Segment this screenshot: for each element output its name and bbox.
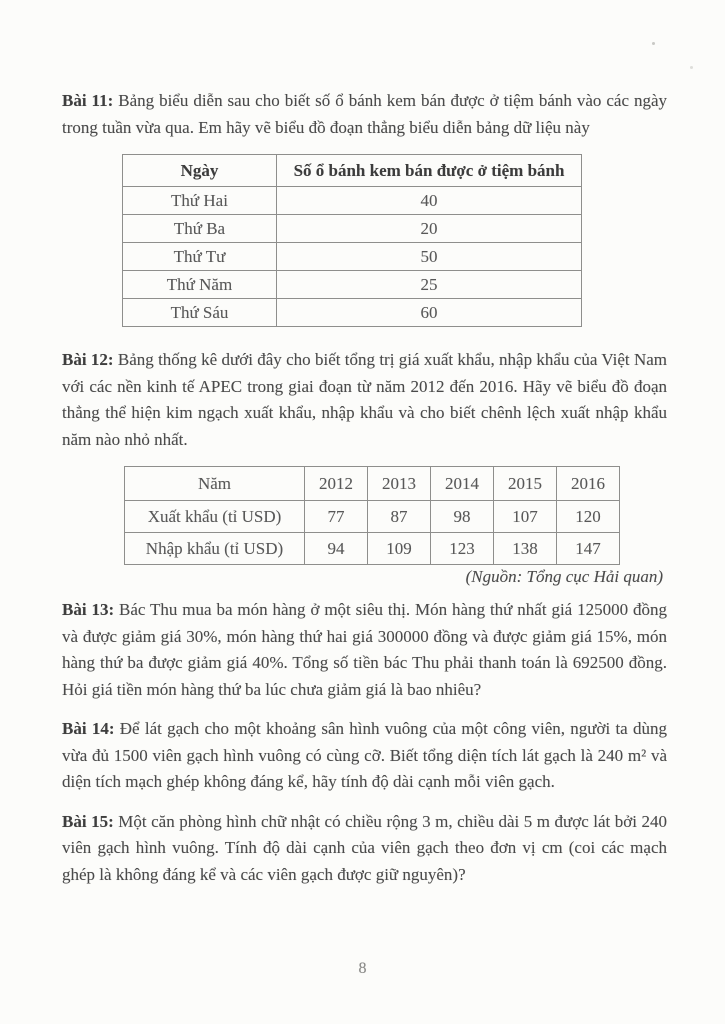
table-row — [123, 271, 582, 299]
exercise-bai-15-text: Một căn phòng hình chữ nhật có chiều rộng 3 m, chiều dài 5 m được lát bởi 240 viên gạch hình vuông. Tính độ dài cạnh của viên gạch theo đơn vị cm (coi các mạch ghép là không đáng kể và các viên gạch được giữ nguyên)? — [62, 811, 668, 884]
column-header-2016: 2016 — [557, 467, 620, 501]
table-row-exports — [125, 501, 620, 533]
source-note: (Nguồn: Tổng cục Hải quan) — [465, 567, 663, 587]
exercise-bai-12 — [62, 347, 667, 453]
table-cell-day: Thứ Tư — [123, 243, 277, 271]
table-cell-value: 40 — [277, 187, 582, 215]
column-header-day: Ngày — [123, 155, 277, 187]
exercise-bai-14-label: Bài 14: — [62, 719, 115, 739]
table-cell-value: 94 — [305, 533, 368, 565]
table-cell-value: 147 — [557, 533, 620, 565]
exercise-bai-11-label: Bài 11: — [62, 91, 114, 110]
table-header-row — [125, 467, 620, 501]
column-header-cakes-sold: Số ổ bánh kem bán được ở tiệm bánh — [277, 155, 582, 187]
cake-sales-table — [122, 154, 582, 327]
table-row-imports — [125, 533, 620, 565]
table-cell-value: 25 — [277, 271, 582, 299]
table-cell-value: 77 — [305, 501, 368, 533]
table-cell-value: 123 — [431, 533, 494, 565]
table-cell-value: 138 — [494, 533, 557, 565]
exercise-bai-11-text: Bảng biểu diễn sau cho biết số ổ bánh kem bán được ở tiệm bánh vào các ngày trong tuần vừa qua. Em hãy vẽ biểu đồ đoạn thẳng biểu diễn bảng dữ liệu này — [62, 91, 667, 137]
table-cell-day: Thứ Hai — [123, 187, 277, 215]
table-cell-value: 50 — [277, 243, 582, 271]
column-header-2015: 2015 — [494, 467, 557, 501]
table-cell-day: Thứ Sáu — [123, 299, 277, 327]
column-header-2014: 2014 — [431, 467, 494, 501]
table-cell-value: 60 — [277, 299, 582, 327]
table-cell-label: Nhập khẩu (tỉ USD) — [125, 533, 305, 565]
scan-artifact — [652, 42, 655, 45]
column-header-year: Năm — [125, 467, 305, 501]
page-number: 8 — [358, 960, 367, 977]
table-cell-day: Thứ Năm — [123, 271, 277, 299]
table-cell-value: 107 — [494, 501, 557, 533]
exercise-bai-12-label: Bài 12: — [62, 350, 114, 370]
scan-artifact — [690, 66, 693, 69]
table-cell-label: Xuất khẩu (tỉ USD) — [125, 501, 305, 533]
exercise-bai-15 — [62, 809, 667, 889]
trade-table — [124, 466, 620, 565]
column-header-2013: 2013 — [368, 467, 431, 501]
table-cell-value: 20 — [277, 215, 582, 243]
table-row — [123, 215, 582, 243]
column-header-2012: 2012 — [305, 467, 368, 501]
table-row — [123, 187, 582, 215]
exercise-bai-13-text: Bác Thu mua ba món hàng ở một siêu thị. Món hàng thứ nhất giá 125000 đồng và được giảm giá 30%, món hàng thứ hai giá 300000 đồng và được giảm giá 15%, món hàng thứ ba được giảm giá 40%. Tổng số tiền bác Thu phải thanh toán là 692500 đồng. Hỏi giá tiền món hàng thứ ba lúc chưa giảm giá là bao nhiêu? — [62, 600, 667, 699]
exercise-bai-14 — [62, 716, 667, 796]
table-cell-value: 120 — [557, 501, 620, 533]
table-cell-value: 98 — [431, 501, 494, 533]
exercise-bai-13 — [62, 597, 667, 703]
exercise-bai-11 — [62, 88, 667, 141]
table-cell-value: 87 — [368, 501, 431, 533]
exercise-bai-14-text: Để lát gạch cho một khoảng sân hình vuông của một công viên, người ta dùng vừa đủ 1500 viên gạch hình vuông có cùng cỡ. Biết tổng diện tích lát gạch là 240 m² và diện tích mạch ghép không đáng kể, hãy tính độ dài cạnh mỗi viên gạch. — [62, 719, 667, 792]
exercise-bai-13-label: Bài 13: — [62, 600, 115, 620]
exercise-bai-12-text: Bảng thống kê dưới đây cho biết tổng trị giá xuất khẩu, nhập khẩu của Việt Nam với các nền kinh tế APEC trong giai đoạn từ năm 2012 đến 2016. Hãy vẽ biểu đồ đoạn thẳng thể hiện kim ngạch xuất khẩu, nhập khẩu và cho biết chênh lệch xuất nhập khẩu năm nào nhỏ nhất. — [62, 350, 667, 449]
exercise-bai-15-label: Bài 15: — [62, 811, 114, 831]
table-cell-value: 109 — [368, 533, 431, 565]
table-cell-day: Thứ Ba — [123, 215, 277, 243]
table-row — [123, 243, 582, 271]
table-header-row — [123, 155, 582, 187]
table-row — [123, 299, 582, 327]
